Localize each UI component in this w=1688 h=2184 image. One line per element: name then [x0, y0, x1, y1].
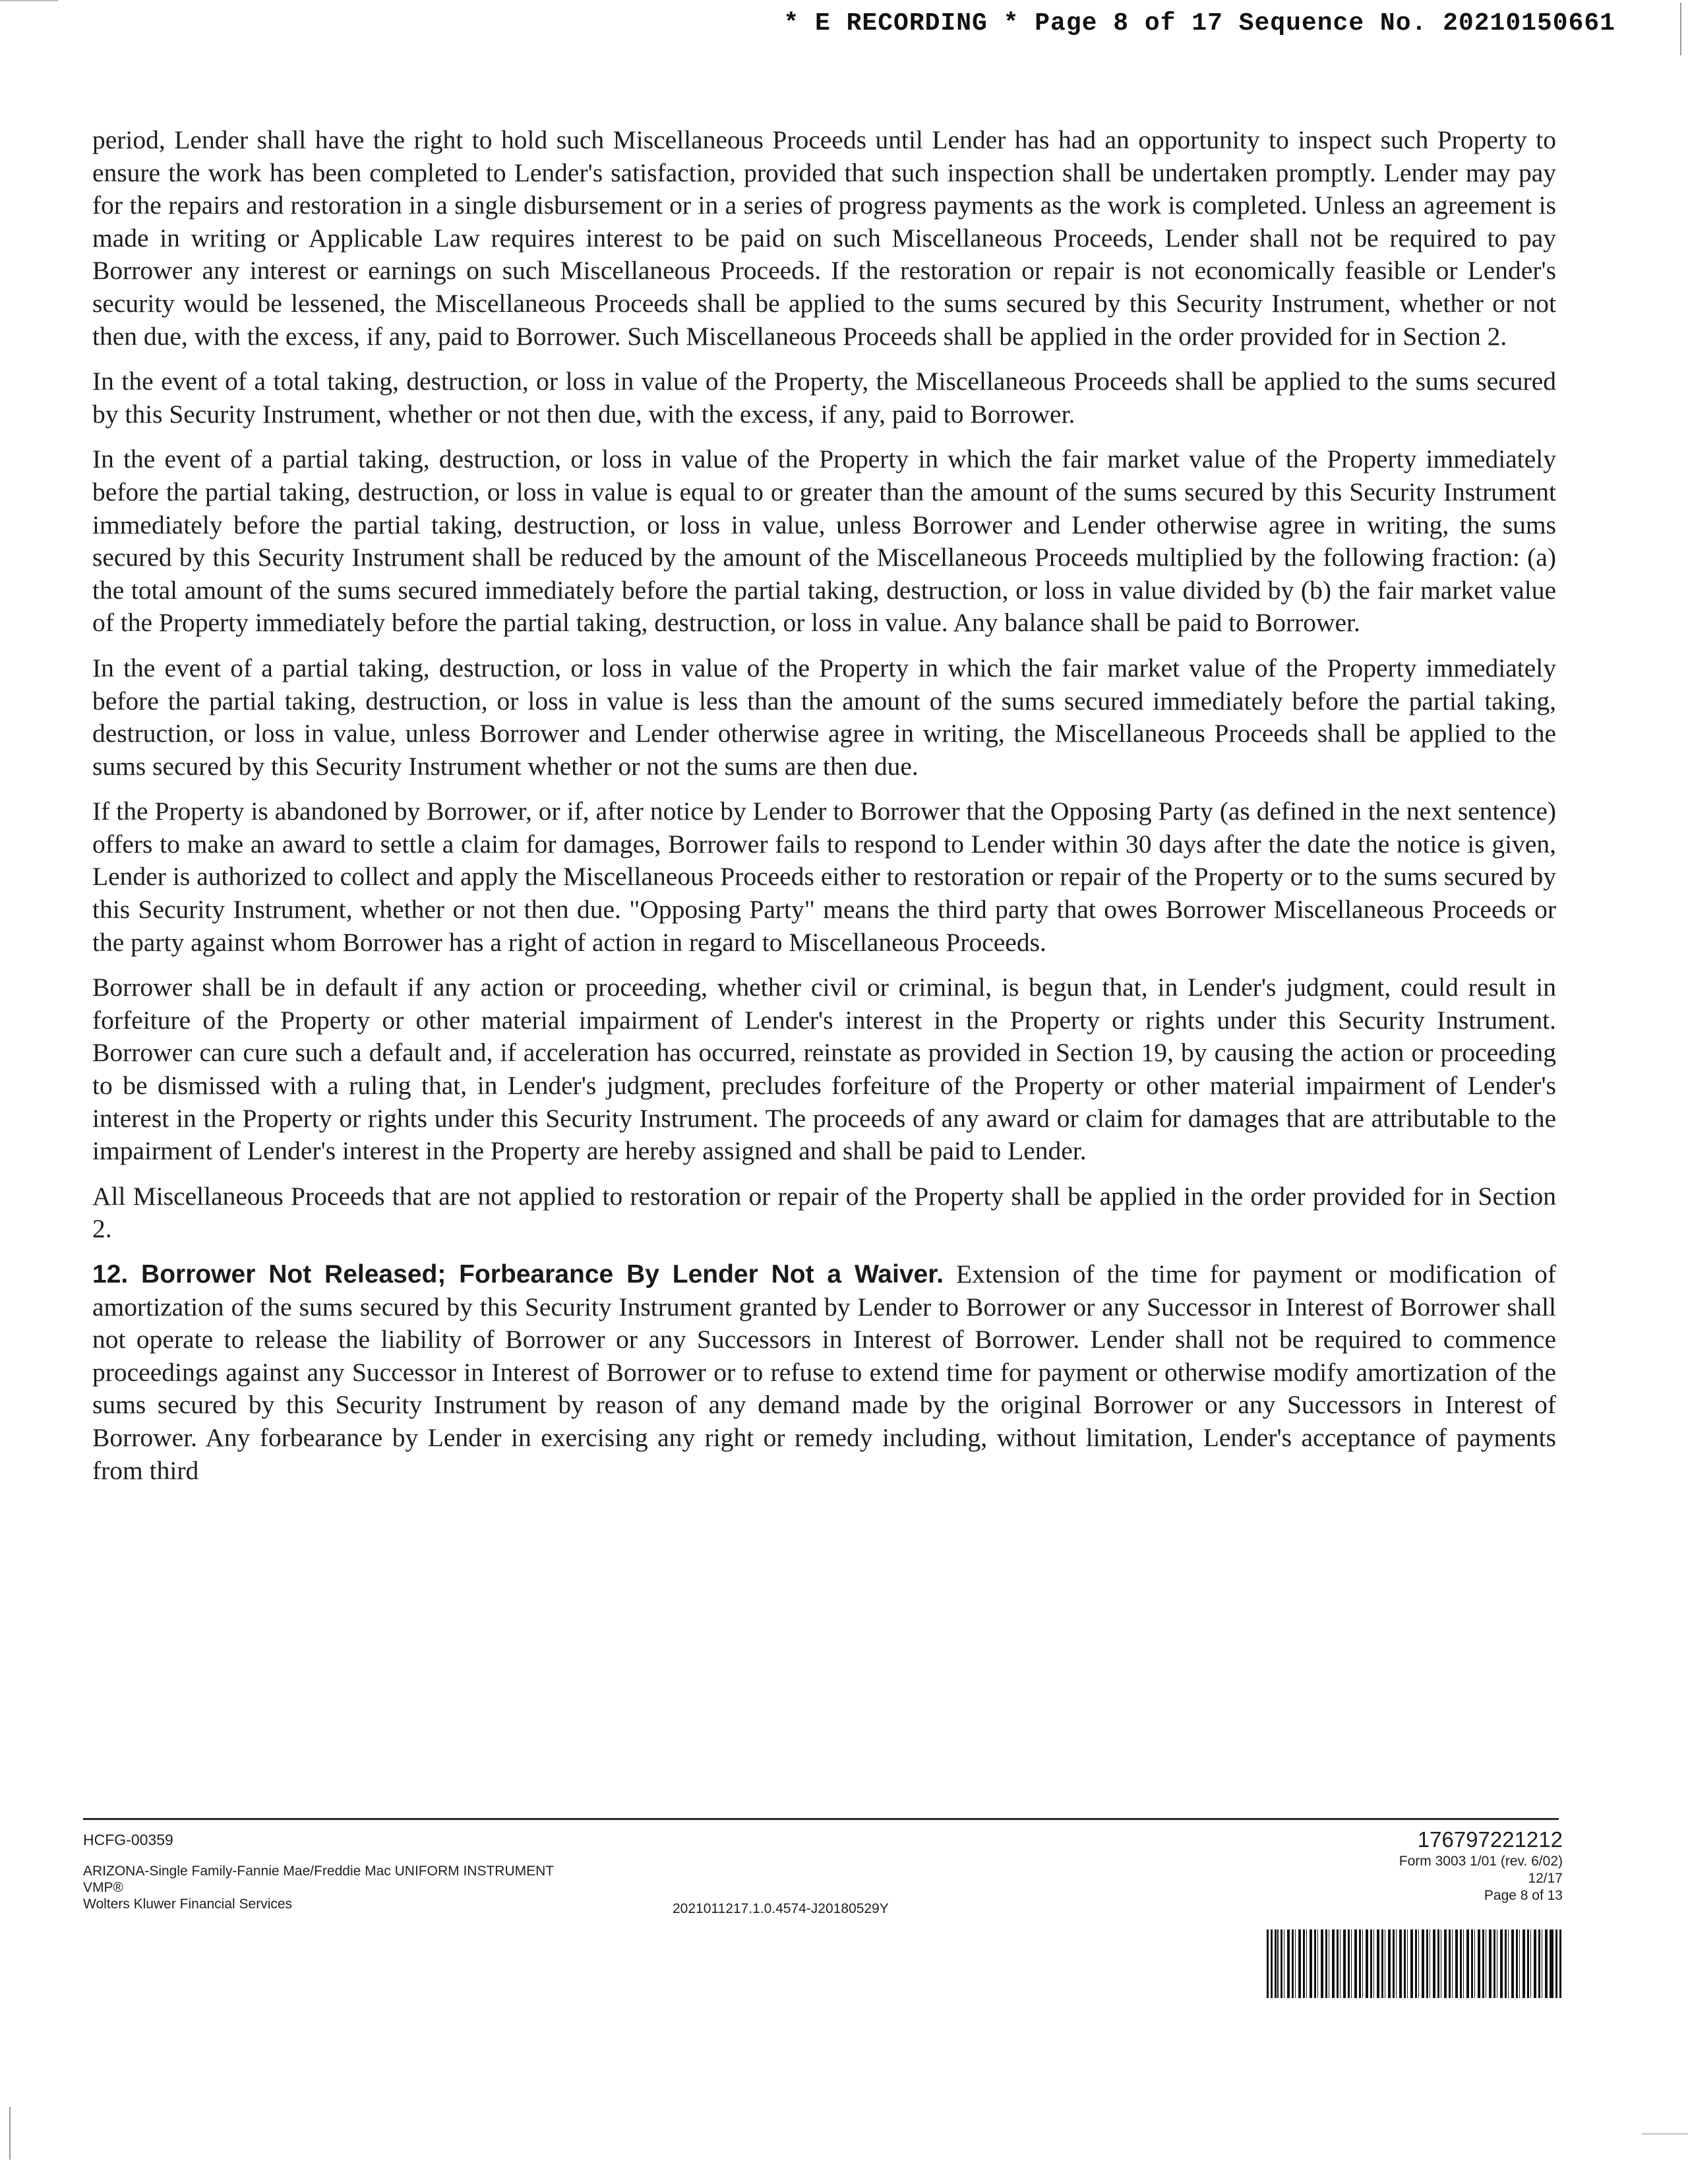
form-date: 12/17 [1528, 1871, 1563, 1886]
paragraph: Borrower shall be in default if any action or proceeding, whether civil or criminal, is begun that, in Lender's judgment, could result in forfeiture of the Property or other material impairment of Lender's interest in the Property or rights under this Security Instrument. Borrower can cure such a default and, if acceleration has occurred, reinstate as provided in Section 19, by causing the action or proceeding to be dismissed with a ruling that, in Lender's judgment, precludes forfeiture of the Property or other material impairment of Lender's interest in the Property or rights under this Security Instrument. The proceeds of any award or claim for damages that are attributable to the impairment of Lender's interest in the Property are hereby assigned and shall be paid to Lender. [92, 973, 1556, 1166]
doc-id: 2021011217.1.0.4574-J20180529Y [673, 1901, 889, 1916]
footer-divider [83, 1818, 1559, 1820]
instrument-title: ARIZONA-Single Family-Fannie Mae/Freddie Mac UNIFORM INSTRUMENT [83, 1864, 555, 1879]
section-heading: 12. Borrower Not Released; Forbearance By Lender Not a Waiver. [92, 1260, 944, 1289]
loan-number: 176797221212 [1417, 1827, 1563, 1852]
publisher: Wolters Kluwer Financial Services [83, 1896, 293, 1912]
section-12-paragraph [92, 1258, 1556, 1487]
paragraph: period, Lender shall have the right to hold such Miscellaneous Proceeds until Lender has had an opportunity to inspect such Property to ensure the work has been completed to Lender's satisfaction, provided that such inspection shall be undertaken promptly. Lender may pay for the repairs and restoration in a single disbursement or in a series of progress payments as the work is completed. Unless an agreement is made in writing or Applicable Law requires interest to be paid on such Miscellaneous Proceeds, Lender shall not be required to pay Borrower any interest or earnings on such Miscellaneous Proceeds. If the restoration or repair is not economically feasible or Lender's security would be lessened, the Miscellaneous Proceeds shall be applied to the sums secured by this Security Instrument, whether or not then due, with the excess, if any, paid to Borrower. Such Miscellaneous Proceeds shall be applied in the order provided for in Section 2. [92, 125, 1556, 351]
scan-edge-mark [1680, 3, 1681, 55]
recording-stamp: * E RECORDING * Page 8 of 17 Sequence No. 20210150661 [783, 9, 1615, 38]
paragraph: All Miscellaneous Proceeds that are not applied to restoration or repair of the Property shall be applied in the order provided for in Section 2. [92, 1181, 1556, 1244]
paragraph: In the event of a partial taking, destruction, or loss in value of the Property in which the fair market value of the Property immediately before the partial taking, destruction, or loss in value is less than the amount of the sums secured immediately before the partial taking, destruction, or loss in value, unless Borrower and Lender otherwise agree in writing, the Miscellaneous Proceeds shall be applied to the sums secured by this Security Instrument whether or not the sums are then due. [92, 653, 1556, 781]
footer-right [1399, 1827, 1563, 1904]
paragraph: If the Property is abandoned by Borrower, or if, after notice by Lender to Borrower that the Opposing Party (as defined in the next sentence) offers to make an award to settle a claim for damages, Borrower fails to respond to Lender within 30 days after the date the notice is given, Lender is authorized to collect and apply the Miscellaneous Proceeds either to restoration or repair of the Property or to the sums secured by this Security Instrument, whether or not then due. "Opposing Party" means the third party that owes Borrower Miscellaneous Proceeds or the party against whom Borrower has a right of action in regard to Miscellaneous Proceeds. [92, 797, 1556, 957]
scan-edge-mark [9, 2107, 11, 2160]
doc-code: HCFG-00359 [83, 1831, 173, 1848]
barcode [1269, 1929, 1559, 1998]
section-text: Extension of the time for payment or modification of amortization of the sums secured by this Security Instrument granted by Lender to Borrower or any Successor in Interest of Borrower shall not operate to release the liability of Borrower or any Successors in Interest of Borrower. Lender shall not be required to commence proceedings against any Successor in Interest of Borrower or to refuse to extend time for payment or otherwise modify amortization of the sums secured by this Security Instrument by reason of any demand made by the original Borrower or any Successors in Interest of Borrower. Any forbearance by Lender in exercising any right or remedy including, without limitation, Lender's acceptance of payments from third [92, 1259, 1556, 1485]
paragraph: In the event of a partial taking, destruction, or loss in value of the Property in which the fair market value of the Property immediately before the partial taking, destruction, or loss in value is equal to or greater than the amount of the sums secured by this Security Instrument immediately before the partial taking, destruction, or loss in value, unless Borrower and Lender otherwise agree in writing, the sums secured by this Security Instrument shall be reduced by the amount of the Miscellaneous Proceeds multiplied by the following fraction: (a) the total amount of the sums secured immediately before the partial taking, destruction, or loss in value divided by (b) the fair market value of the Property immediately before the partial taking, destruction, or loss in value. Any balance shall be paid to Borrower. [92, 444, 1556, 638]
document-body [92, 124, 1556, 1500]
scan-edge-mark [0, 0, 58, 1]
scan-edge-mark [1642, 2133, 1688, 2135]
footer-left [83, 1832, 554, 1912]
page-number: Page 8 of 13 [1484, 1888, 1563, 1903]
form-number: Form 3003 1/01 (rev. 6/02) [1399, 1854, 1563, 1869]
paragraph: In the event of a total taking, destruction, or loss in value of the Property, the Miscellaneous Proceeds shall be applied to the sums secured by this Security Instrument, whether or not then due, with the excess, if any, paid to Borrower. [92, 367, 1556, 429]
vmp-label: VMP® [83, 1880, 123, 1895]
